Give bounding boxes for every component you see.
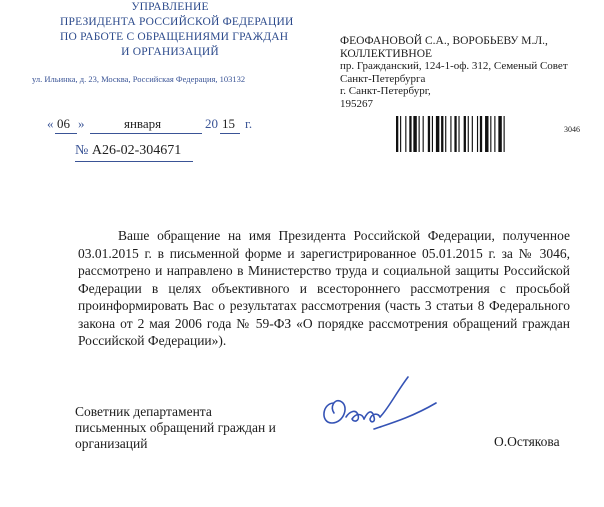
registration-underline <box>75 161 193 162</box>
barcode-number: 3046 <box>564 125 580 134</box>
signer-position-line-3: организаций <box>75 436 148 451</box>
recipient-line-2: КОЛЛЕКТИВНОЕ <box>340 47 433 60</box>
letterhead-line-2: ПРЕЗИДЕНТА РОССИЙСКОЙ ФЕДЕРАЦИИ <box>60 16 294 28</box>
signer-position-line-2: письменных обращений граждан и <box>75 420 276 435</box>
letter-date <box>47 116 267 134</box>
registration-number-value: А26-02-304671 <box>91 143 182 158</box>
date-month-underline <box>90 133 202 134</box>
recipient-line-1: ФЕОФАНОВОЙ С.А., ВОРОБЬЕВУ М.Л., <box>340 35 548 47</box>
date-year-abbr: г. <box>245 116 253 131</box>
recipient-line-3: пр. Гражданский, 124-1-оф. 312, Семеный Совет <box>340 60 568 72</box>
recipient-block <box>340 35 590 110</box>
recipient-line-4: Санкт-Петербурга <box>340 72 426 85</box>
date-close-quote: » <box>78 116 85 131</box>
signer-position-line-1: Советник департамента <box>75 404 212 419</box>
letterhead-line-1: УПРАВЛЕНИЕ <box>131 1 209 13</box>
letterhead-address: ул. Ильинка, д. 23, Москва, Российская Федерация, 103132 <box>32 74 246 84</box>
letter-body: Ваше обращение на имя Президента Российской Федерации, полученное 03.01.2015 г. в письменной форме и зарегистрированное 05.01.2015 г. за № 3046, рассмотрено и направлено в Министерство труда и социальной защиты Российской Федерации в целях объективного и всестороннего рассмотрения с просьбой проинформировать Вас о результатах рассмотрения (часть 3 статьи 8 Федерального закона от 2 мая 2006 года № 59-ФЗ «О порядке рассмотрения обращений граждан Российской Федерации»). <box>78 228 570 348</box>
recipient-line-5: г. Санкт-Петербург, <box>340 85 431 97</box>
signer-position <box>75 404 315 452</box>
date-year-underline <box>220 133 240 134</box>
handwritten-signature <box>312 373 442 433</box>
date-day: 06 <box>57 116 70 131</box>
letterhead-title <box>60 0 294 60</box>
letterhead-line-4: И ОРГАНИЗАЦИЙ <box>121 46 219 58</box>
letterhead-line-3: ПО РАБОТЕ С ОБРАЩЕНИЯМИ ГРАЖДАН <box>60 31 289 43</box>
date-day-underline <box>55 133 77 134</box>
date-open-quote: « <box>47 116 54 131</box>
date-year-prefix: 20 <box>205 116 218 131</box>
date-year-suffix: 15 <box>222 116 235 131</box>
barcode <box>396 116 556 152</box>
registration-number <box>75 143 181 159</box>
signer-name: О.Остякова <box>494 434 560 449</box>
number-sign: № <box>75 143 89 158</box>
date-month: января <box>124 116 162 131</box>
recipient-line-6: 195267 <box>340 97 373 110</box>
